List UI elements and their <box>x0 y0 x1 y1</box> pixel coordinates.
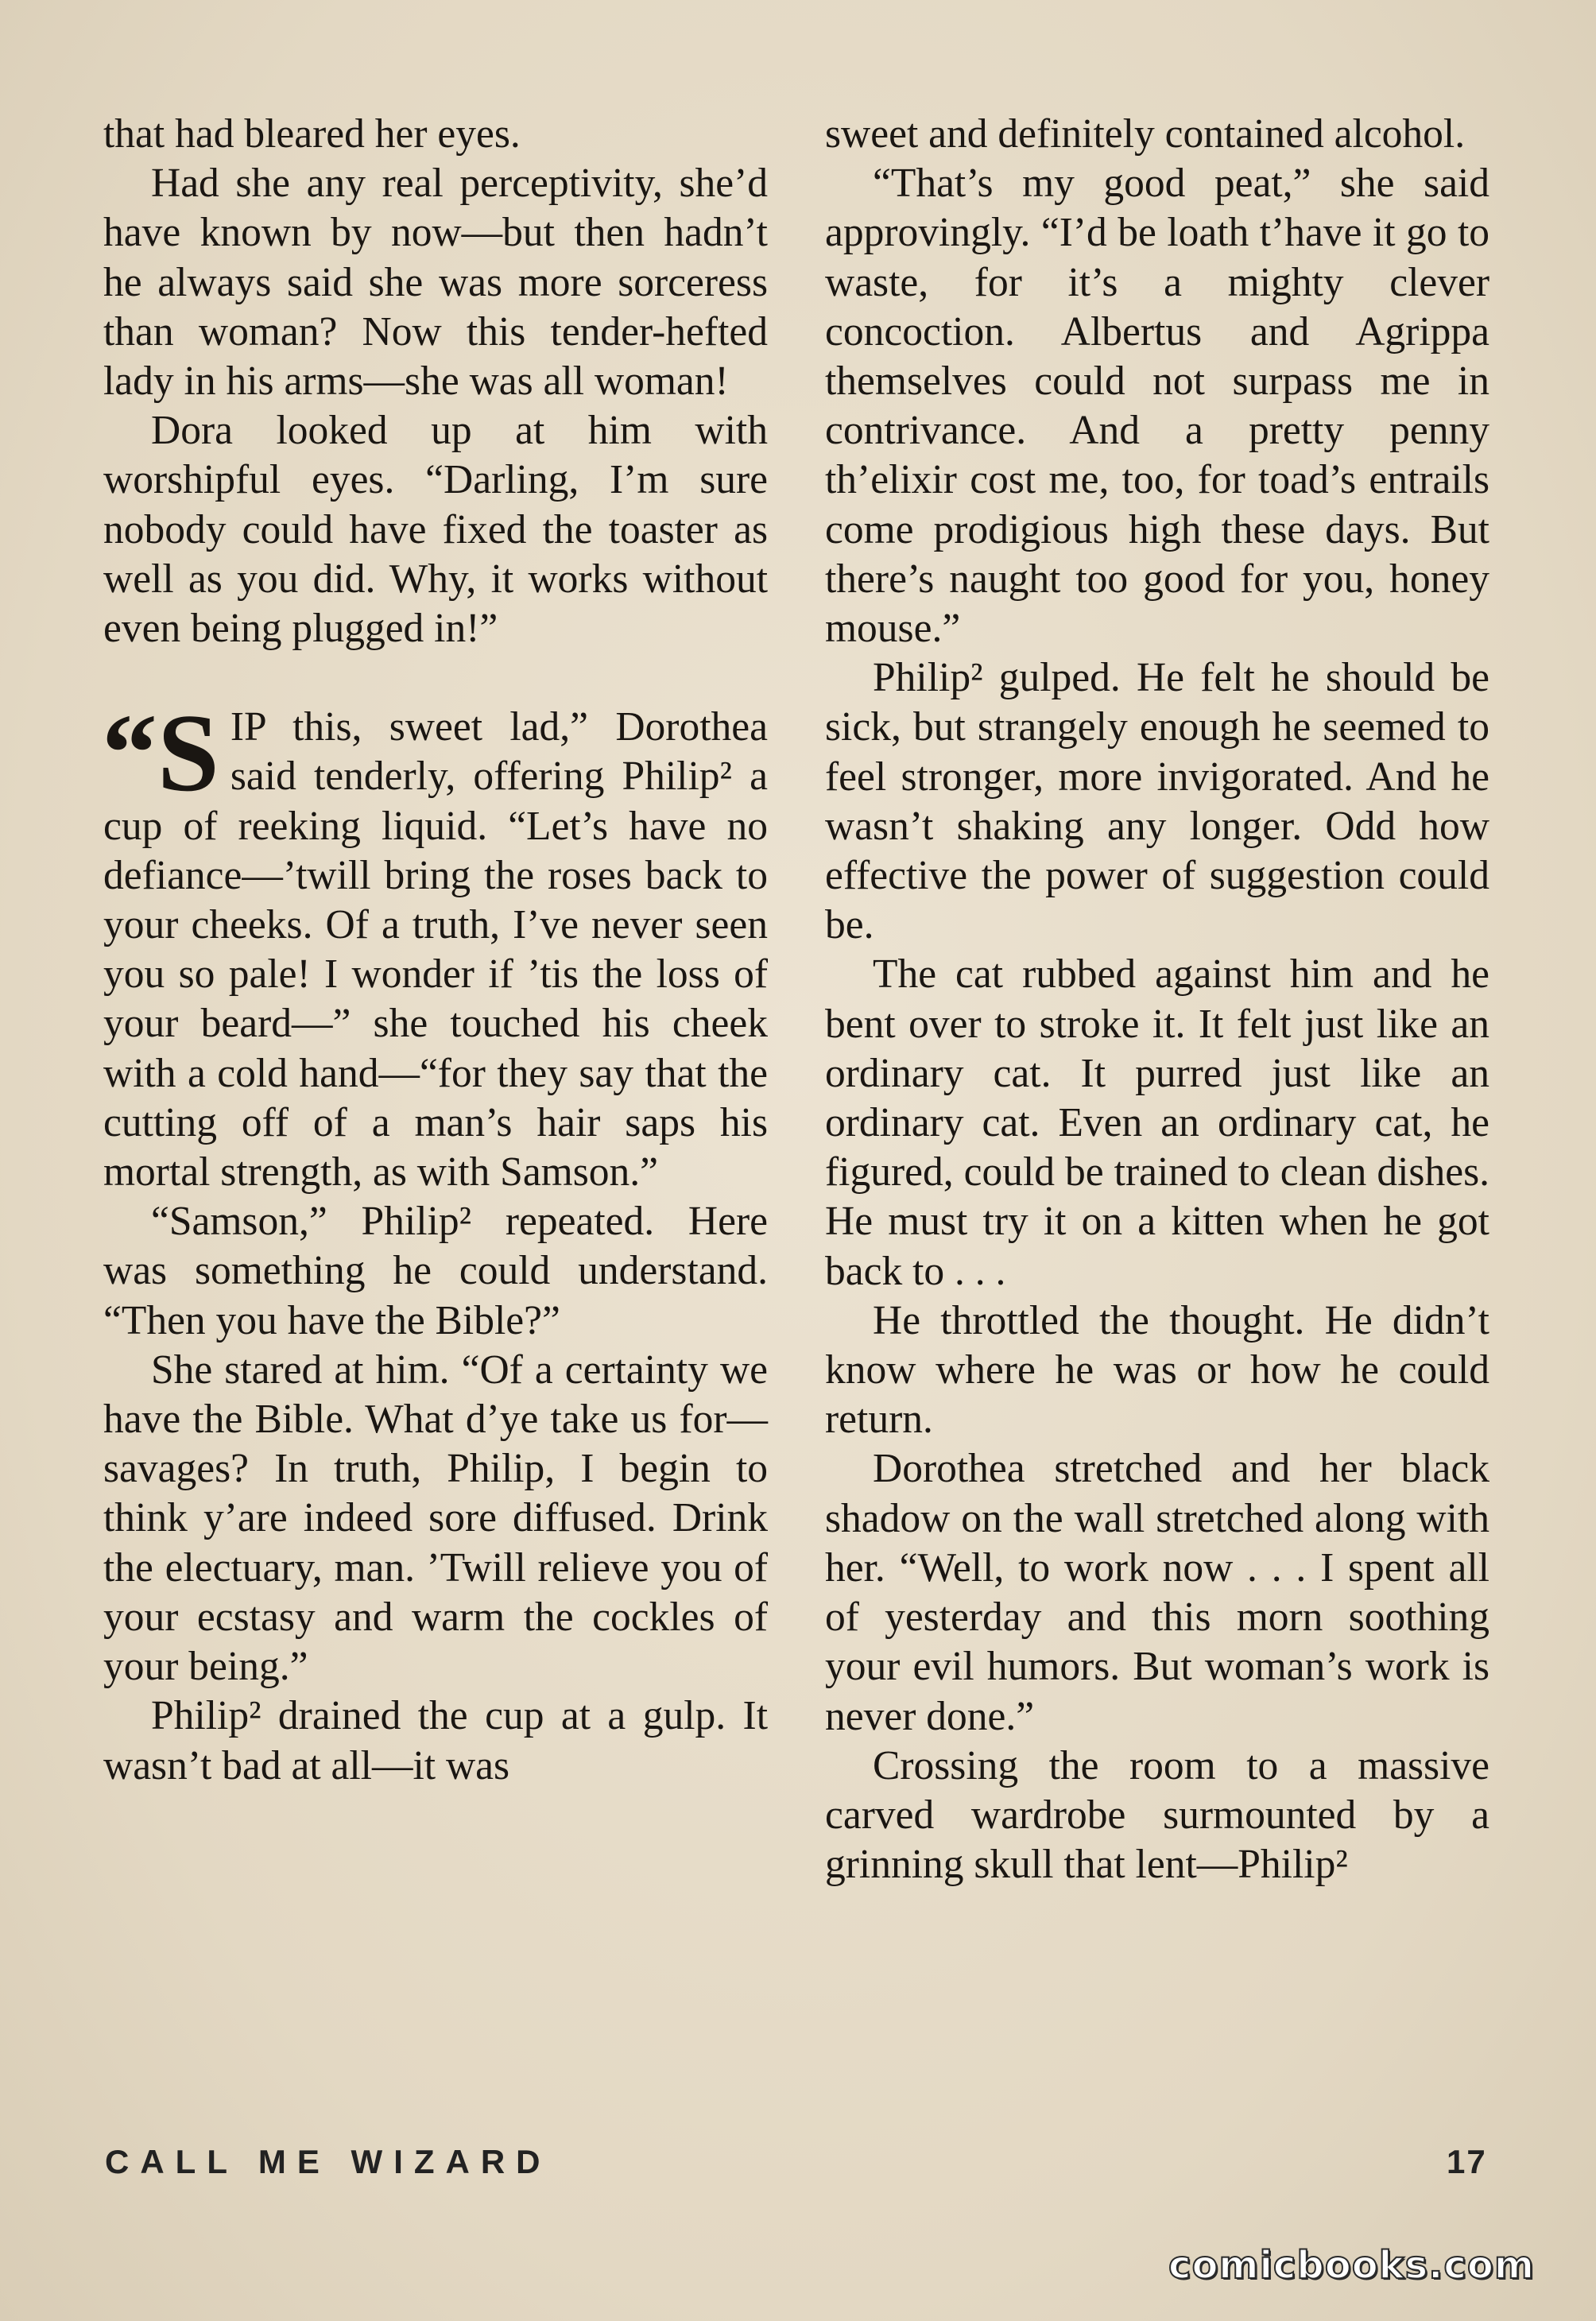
drop-cap-letter: S <box>157 692 219 816</box>
drop-cap <box>102 692 219 816</box>
paragraph: “That’s my good peat,” she said approvingly. “I’d be loath t’have it go to waste, for it’s a mighty clever concoction. Albertus and Agrippa themselves could not surpass me in contrivance. And a pretty penny th’elixir cost me, too, for toad’s entrails come prodigious high these days. But there’s naught too good for you, honey mouse.” <box>825 161 1489 652</box>
drop-cap-paragraph-text: IP this, sweet lad,” Dorothea said tenderly, offering Philip² a cup of reeking liquid. “Let’s have no defiance—’twill bring the roses back to your cheeks. Of a truth, I’ve never seen you so pale! I wonder if ’tis the loss of your beard—” she touched his cheek with a cold hand—“for they say that the cutting off of a man’s hair saps his mortal strength, as with Samson.” <box>103 704 768 1195</box>
opening-quote: “ <box>102 692 157 816</box>
right-text-column <box>825 110 1489 1889</box>
paragraph: Crossing the room to a massive carved wardrobe surmounted by a grinning skull that lent—Philip² <box>825 1742 1489 1888</box>
paragraph: sweet and definitely contained alcohol. <box>825 111 1466 157</box>
drop-cap-paragraph <box>102 692 768 1197</box>
paragraph: Had she any real perceptivity, she’d have known by now—but then hadn’t he always said she was more sorceress than woman? Now this tender-hefted lady in his arms—she was all woman! <box>103 161 768 405</box>
paragraph: Philip² gulped. He felt he should be sick, but strangely enough he seemed to feel stronger, more invigorated. And he wasn’t shaking any longer. Odd how effective the power of suggestion could be. <box>825 655 1489 948</box>
paragraph: The cat rubbed against him and he bent over to stroke it. It felt just like an ordinary cat. It purred just like an ordinary cat. Even an ordinary cat, he figured, could be trained to clean dishes. He must try it on a kitten when he got back to . . . <box>825 951 1489 1294</box>
paragraph: Dorothea stretched and her black shadow on the wall stretched along with her. “Well, to work now . . . I spent all of yesterday and this morn soothing your evil humors. But woman’s work is never done.” <box>825 1446 1489 1739</box>
paragraph: “Samson,” Philip² repeated. Here was something he could understand. “Then you have the Bible?” <box>103 1199 768 1343</box>
page-number: 17 <box>1447 2143 1487 2180</box>
paragraph: Dora looked up at him with worshipful eyes. “Darling, I’m sure nobody could have fixed the toaster as well as you did. Why, it works without even being plugged in!” <box>103 408 768 652</box>
running-title: CALL ME WIZARD <box>105 2143 552 2180</box>
paragraph: He throttled the thought. He didn’t know where he was or how he could return. <box>825 1297 1489 1443</box>
site-watermark: comicbooks.com <box>1168 2243 1535 2288</box>
paragraph: She stared at him. “Of a certainty we have the Bible. What d’ye take us for—savages? In truth, Philip, I begin to think y’are indeed sore diffused. Drink the electuary, man. ’Twill relieve you of your ecstasy and warm the cockles of your being.” <box>103 1346 768 1690</box>
paragraph: Philip² drained the cup at a gulp. It wasn’t bad at all—it was <box>103 1693 768 1788</box>
paragraph: that had bleared her eyes. <box>103 111 521 157</box>
left-text-column <box>103 110 768 1791</box>
